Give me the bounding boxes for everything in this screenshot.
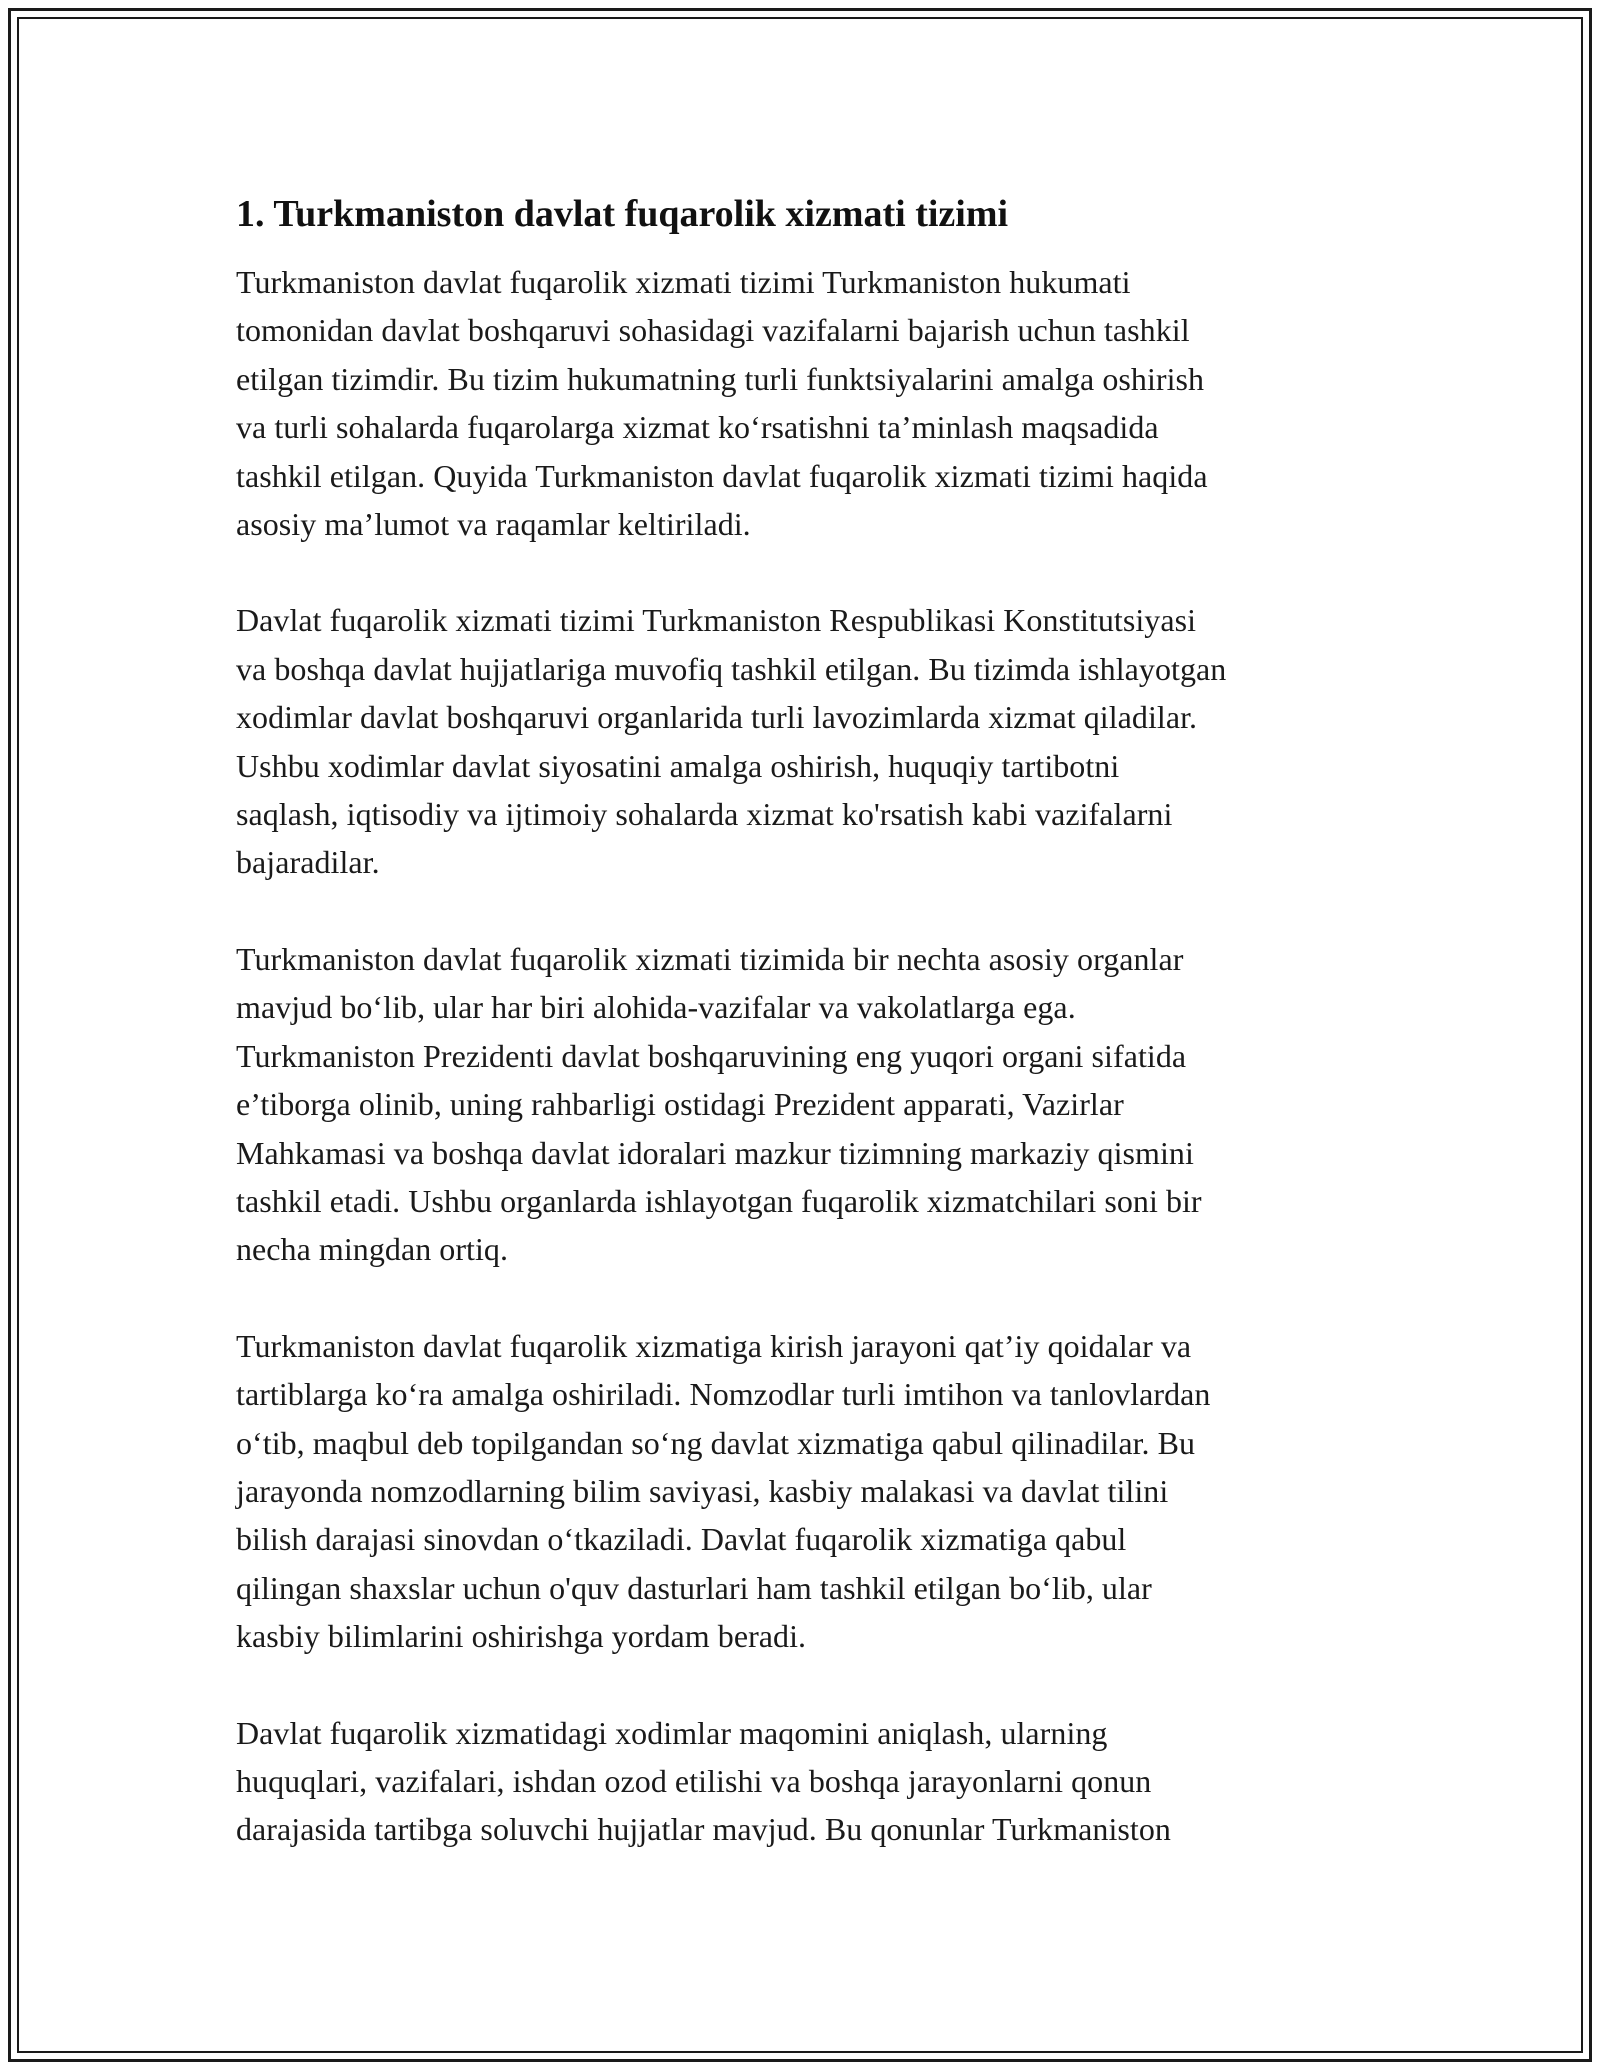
text-line: etilgan tizimdir. Bu tizim hukumatning turli funktsiyalarini amalga oshirish xyxy=(236,360,1205,397)
text-line: mavjud bo‘lib, ular har biri alohida-vazifalar va vakolatlarga ega. xyxy=(236,989,1076,1026)
text-line: necha mingdan ortiq. xyxy=(236,1231,509,1268)
paragraph-4 xyxy=(236,1322,1386,1661)
text-line: darajasida tartibga soluvchi hujjatlar mavjud. Bu qonunlar Turkmaniston xyxy=(236,1811,1171,1848)
paragraph-2 xyxy=(236,596,1386,886)
text-line: Davlat fuqarolik xizmati tizimi Turkmaniston Respublikasi Konstitutsiyasi xyxy=(236,602,1197,639)
text-line: Mahkamasi va boshqa davlat idoralari mazkur tizimning markaziy qismini xyxy=(236,1134,1194,1171)
text-line: Ushbu xodimlar davlat siyosatini amalga oshirish, huquqiy tartibotni xyxy=(236,747,1120,784)
text-line: Turkmaniston davlat fuqarolik xizmatiga kirish jarayoni qat’iy qoidalar va xyxy=(236,1327,1192,1364)
text-line: va boshqa davlat hujjatlariga muvofiq tashkil etilgan. Bu tizimda ishlayotgan xyxy=(236,650,1227,687)
text-line: bajaradilar. xyxy=(236,844,380,881)
paragraph-1 xyxy=(236,258,1386,548)
text-line: huquqlari, vazifalari, ishdan ozod etilishi va boshqa jarayonlarni qonun xyxy=(236,1762,1152,1799)
text-line: qilingan shaxslar uchun o'quv dasturlari ham tashkil etilgan bo‘lib, ular xyxy=(236,1569,1152,1606)
paragraph-3 xyxy=(236,935,1386,1274)
section-heading: 1. Turkmaniston davlat fuqarolik xizmati tizimi xyxy=(236,193,1009,235)
document-body xyxy=(236,190,1386,1902)
text-line: saqlash, iqtisodiy va ijtimoiy sohalarda xizmat ko'rsatish kabi vazifalarni xyxy=(236,796,1173,833)
text-line: va turli sohalarda fuqarolarga xizmat ko‘rsatishni ta’minlash maqsadida xyxy=(236,409,1159,446)
text-line: xodimlar davlat boshqaruvi organlarida turli lavozimlarda xizmat qiladilar. xyxy=(236,699,1198,736)
paragraph-5 xyxy=(236,1709,1386,1854)
text-line: jarayonda nomzodlarning bilim saviyasi, kasbiy malakasi va davlat tilini xyxy=(236,1472,1169,1509)
text-line: tashkil etadi. Ushbu organlarda ishlayotgan fuqarolik xizmatchilari soni bir xyxy=(236,1182,1202,1219)
text-line: kasbiy bilimlarini oshirishga yordam beradi. xyxy=(236,1618,807,1655)
text-line: Turkmaniston davlat fuqarolik xizmati tizimida bir nechta asosiy organlar xyxy=(236,940,1184,977)
text-line: o‘tib, maqbul deb topilgandan so‘ng davlat xizmatiga qabul qilinadilar. Bu xyxy=(236,1424,1196,1461)
text-line: Davlat fuqarolik xizmatidagi xodimlar maqomini aniqlash, ularning xyxy=(236,1714,1108,1751)
text-line: tomonidan davlat boshqaruvi sohasidagi vazifalarni bajarish uchun tashkil xyxy=(236,312,1190,349)
text-line: Turkmaniston Prezidenti davlat boshqaruvining eng yuqori organi sifatida xyxy=(236,1037,1187,1074)
text-line: e’tiborga olinib, uning rahbarligi ostidagi Prezident apparati, Vazirlar xyxy=(236,1086,1124,1123)
text-line: tashkil etilgan. Quyida Turkmaniston davlat fuqarolik xizmati tizimi haqida xyxy=(236,457,1208,494)
text-line: bilish darajasi sinovdan o‘tkaziladi. Davlat fuqarolik xizmatiga qabul xyxy=(236,1521,1127,1558)
text-line: asosiy ma’lumot va raqamlar keltiriladi. xyxy=(236,506,751,543)
text-line: tartiblarga ko‘ra amalga oshiriladi. Nomzodlar turli imtihon va tanlovlardan xyxy=(236,1376,1211,1413)
text-line: Turkmaniston davlat fuqarolik xizmati tizimi Turkmaniston hukumati xyxy=(236,264,1131,300)
